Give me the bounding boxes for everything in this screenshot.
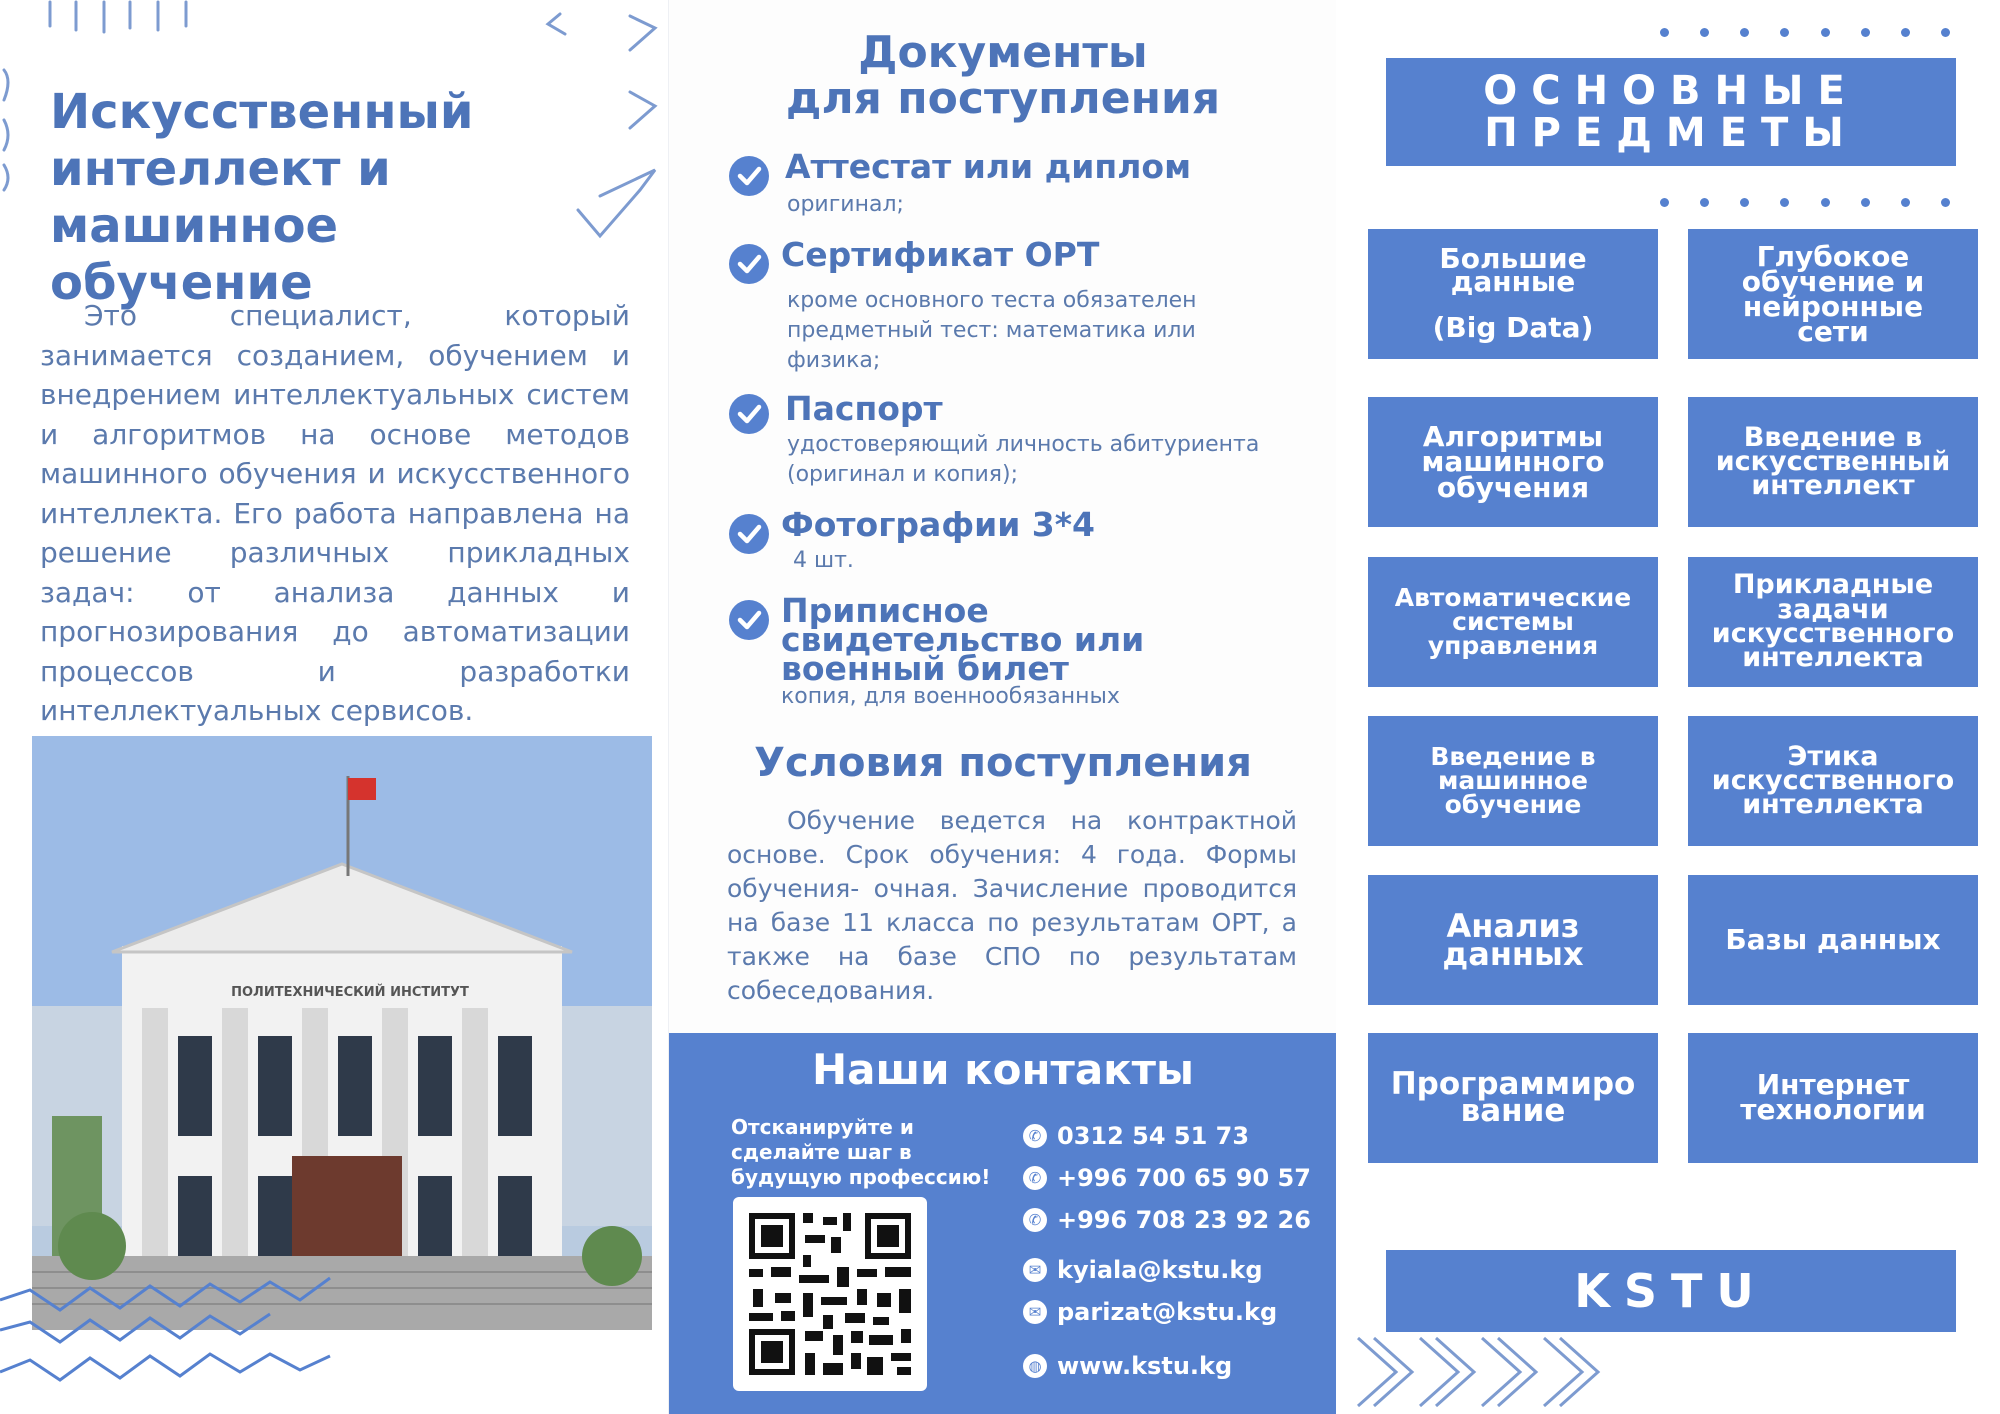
contact-phone-2[interactable] <box>1023 1161 1311 1195</box>
subject-card: Введение в машинное обучение <box>1368 716 1658 846</box>
subject-card: Этика искусственного интеллекта <box>1688 716 1978 846</box>
program-description: Это специалист, который занимается созданием, обучением и внедрением интеллектуальных систем и алгоритмов на основе методов машинного обучения и искусственного интеллекта. Его работа направлена на решение различных прикладных задач: от анализа данных и прогнозирования до автоматизации процессов и разработки интеллектуальных сервисов. <box>40 299 630 727</box>
program-title: Искусственный интеллект и машинное обучение <box>50 84 474 311</box>
contact-website[interactable] <box>1023 1349 1232 1383</box>
phone-number: 0312 54 51 73 <box>1057 1122 1250 1150</box>
decorative-dots-top <box>1660 28 1950 38</box>
document-note: удостоверяющий личность абитуриента (оригинал и копия); <box>787 432 1260 487</box>
contact-email-1[interactable] <box>1023 1253 1263 1287</box>
contacts-section <box>669 1033 1337 1414</box>
document-note: 4 шт. <box>793 548 854 573</box>
email-address: kyiala@kstu.kg <box>1057 1256 1263 1284</box>
documents-title-line1: Документы <box>858 27 1148 78</box>
check-icon <box>729 244 769 284</box>
phone-icon: ✆ <box>1023 1208 1047 1232</box>
document-note: оригинал; <box>787 192 904 217</box>
conditions-title: Условия поступления <box>754 740 1252 786</box>
phone-number: +996 700 65 90 57 <box>1057 1164 1311 1192</box>
phone-icon: ✆ <box>1023 1124 1047 1148</box>
subjects-header-line1: ОСНОВНЫЕ <box>1483 68 1859 114</box>
subject-card: Интернет технологии <box>1688 1033 1978 1163</box>
building-sign: ПОЛИТЕХНИЧЕСКИЙ ИНСТИТУТ <box>231 985 469 1000</box>
document-title: Приписное свидетельство или военный билет <box>781 591 1145 688</box>
phone-number: +996 708 23 92 26 <box>1057 1206 1311 1234</box>
mail-icon: ✉ <box>1023 1258 1047 1282</box>
check-icon <box>729 600 769 640</box>
contact-email-2[interactable] <box>1023 1295 1277 1329</box>
subject-card: Анализ данных <box>1368 875 1658 1005</box>
left-panel <box>0 0 668 1414</box>
check-icon <box>729 156 769 196</box>
campus-photo <box>32 736 652 1330</box>
check-icon <box>729 394 769 434</box>
subjects-header-line2: ПРЕДМЕТЫ <box>1484 110 1858 156</box>
phone-icon: ✆ <box>1023 1166 1047 1190</box>
decorative-chevrons <box>1356 1334 1616 1410</box>
right-panel <box>1336 0 2000 1414</box>
subject-card: Большие данные (Big Data) <box>1368 229 1658 359</box>
conditions-text: Обучение ведется на контрактной основе. Срок обучения: 4 года. Формы обучения- очная. Зачисление проводится на базе 11 класса по результатам ОРТ, а также на базе СПО по результатам собеседования. <box>727 806 1297 1005</box>
subject-card: Прикладные задачи искусственного интеллекта <box>1688 557 1978 687</box>
contacts-title: Наши контакты <box>811 1045 1195 1094</box>
document-title: Паспорт <box>785 389 943 428</box>
subject-card: Автоматические системы управления <box>1368 557 1658 687</box>
contact-phone-3[interactable] <box>1023 1203 1311 1237</box>
globe-icon: ◍ <box>1023 1354 1047 1378</box>
middle-panel <box>668 0 1338 1414</box>
contact-phone-1[interactable] <box>1023 1119 1249 1153</box>
website-link: www.kstu.kg <box>1057 1352 1233 1380</box>
scan-prompt: Отсканируйте и сделайте шаг в будущую профессию! <box>731 1115 991 1189</box>
document-note: копия, для военнообязанных <box>781 684 1120 709</box>
subject-card: Программиро вание <box>1368 1033 1658 1163</box>
kstu-brand: KSTU <box>1386 1250 1956 1332</box>
document-title: Сертификат ОРТ <box>781 235 1100 274</box>
subject-card: Алгоритмы машинного обучения <box>1368 397 1658 527</box>
email-address: parizat@kstu.kg <box>1057 1298 1278 1326</box>
document-title: Фотографии 3*4 <box>781 505 1095 544</box>
mail-icon: ✉ <box>1023 1300 1047 1324</box>
check-icon <box>729 514 769 554</box>
subject-card: Базы данных <box>1688 875 1978 1005</box>
subject-card: Глубокое обучение и нейронные сети <box>1688 229 1978 359</box>
documents-title <box>669 27 1337 124</box>
decorative-zigzag <box>0 1260 668 1414</box>
qr-code-image <box>733 1197 927 1391</box>
documents-title-line2: для поступления <box>785 73 1221 124</box>
document-note: кроме основного теста обязателен предметный тест: математика или физика; <box>787 288 1197 373</box>
subjects-header <box>1386 58 1956 166</box>
subject-card: Введение в искусственный интеллект <box>1688 397 1978 527</box>
document-title: Аттестат или диплом <box>785 147 1192 186</box>
decorative-dots-bottom <box>1660 198 1950 208</box>
qr-code[interactable] <box>733 1197 927 1391</box>
